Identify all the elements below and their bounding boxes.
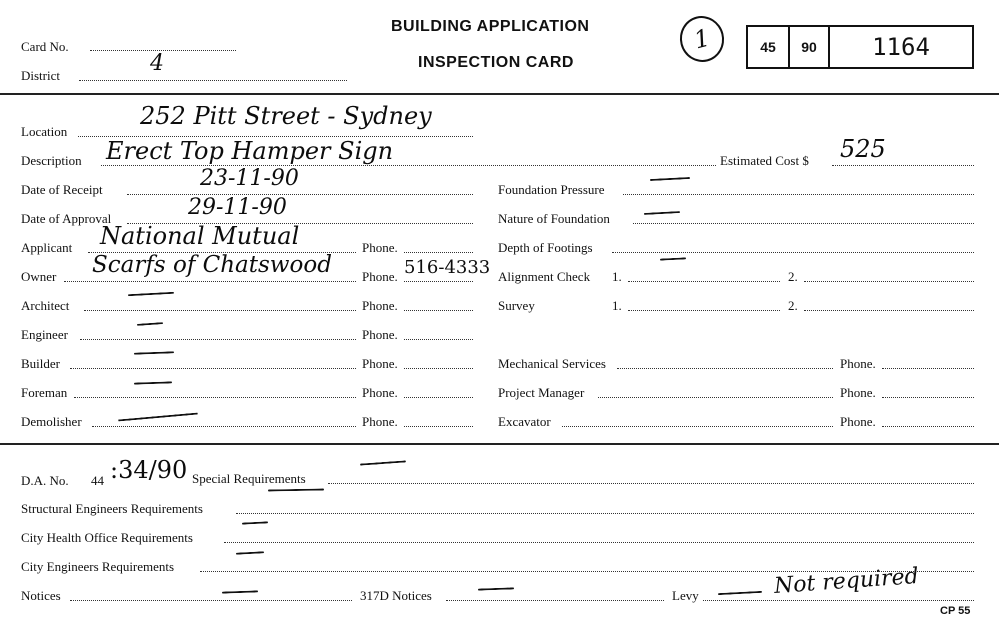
city-health-dots: [224, 542, 974, 543]
project-manager-phone-dots: [882, 397, 974, 398]
survey-num-2: 2.: [788, 298, 798, 313]
survey-label: Survey: [498, 298, 535, 313]
project-manager-dots: [598, 397, 833, 398]
circled-number: 1: [691, 23, 713, 55]
engineer-label: Engineer: [21, 327, 68, 342]
notices-dots: [70, 600, 352, 601]
special-requirements-dots: [328, 483, 974, 484]
date-receipt-label: Date of Receipt: [21, 182, 103, 197]
demolisher-dots: [92, 426, 356, 427]
card-code: CP 55: [940, 605, 971, 617]
builder-dash-mark: [134, 351, 174, 354]
district-dots: [79, 80, 347, 81]
city-health-label: City Health Office Requirements: [21, 530, 193, 545]
mechanical-label: Mechanical Services: [498, 356, 606, 371]
mechanical-phone-label: Phone.: [840, 356, 876, 371]
alignment-check-num-2: 2.: [788, 269, 798, 284]
city-engineers-label: City Engineers Requirements: [21, 559, 175, 574]
description-value: Erect Top Hamper Sign: [106, 137, 394, 165]
location-value: 252 Pitt Street - Sydney: [140, 102, 432, 130]
builder-phone-dots: [404, 368, 473, 369]
district-label: District: [21, 68, 60, 83]
mechanical-dots: [617, 368, 833, 369]
levy-label: Levy: [672, 588, 699, 603]
levy-dash: [718, 591, 762, 595]
foreman-dash-mark: [134, 381, 172, 384]
engineer-phone-dots: [404, 339, 473, 340]
alignment-check-label: Alignment Check: [498, 269, 591, 284]
demolisher-label: Demolisher: [21, 414, 82, 429]
excavator-label: Excavator: [498, 414, 551, 429]
alignment-check-dots-1: [628, 281, 780, 282]
builder-phone-label: Phone.: [362, 356, 398, 371]
applicant-phone-dots: [404, 252, 473, 253]
title-line-1: BUILDING APPLICATION: [391, 18, 590, 35]
foreman-label: Foreman: [21, 385, 68, 400]
owner-value: Scarfs of Chatswood: [92, 252, 332, 278]
circled-number-mark: [675, 11, 729, 66]
excavator-phone-dots: [882, 426, 974, 427]
foundation-pressure-label: Foundation Pressure: [498, 182, 605, 197]
foundation-pressure-dash: [650, 177, 690, 181]
engineer-dash-mark: [137, 322, 163, 326]
survey-num-1: 1.: [612, 298, 622, 313]
builder-label: Builder: [21, 356, 60, 371]
description-dots: [101, 165, 716, 166]
levy-dots: [703, 600, 974, 601]
alignment-check-dots-2: [804, 281, 974, 282]
depth-footings-label: Depth of Footings: [498, 240, 593, 255]
architect-phone-dots: [404, 310, 473, 311]
engineer-phone-label: Phone.: [362, 327, 398, 342]
structural-label: Structural Engineers Requirements: [21, 501, 203, 516]
da-no-value: :34/90: [110, 456, 188, 484]
owner-phone-dots: [404, 281, 473, 282]
owner-dash-mark: [128, 292, 174, 296]
title-line-2: INSPECTION CARD: [418, 54, 574, 71]
engineer-dots: [80, 339, 356, 340]
demolisher-phone-dots: [404, 426, 473, 427]
mechanical-phone-dots: [882, 368, 974, 369]
foundation-pressure-dots: [623, 194, 974, 195]
notices-317d-dash: [478, 587, 514, 590]
foreman-dots: [74, 397, 356, 398]
box-code-1: 45: [748, 27, 790, 67]
builder-dots: [70, 368, 356, 369]
nature-foundation-dots: [633, 223, 974, 224]
owner-dots: [64, 281, 356, 282]
survey-dots-2: [804, 310, 974, 311]
applicant-label: Applicant: [21, 240, 73, 255]
owner-label: Owner: [21, 269, 57, 284]
demolisher-dash-mark: [118, 413, 198, 422]
owner-phone-value: 516-4333: [404, 257, 491, 278]
foreman-phone-label: Phone.: [362, 385, 398, 400]
nature-foundation-label: Nature of Foundation: [498, 211, 610, 226]
alignment-check-num-1: 1.: [612, 269, 622, 284]
architect-dots: [84, 310, 356, 311]
excavator-phone-label: Phone.: [840, 414, 876, 429]
estimated-cost-label: Estimated Cost $: [720, 153, 809, 168]
nature-foundation-dash: [644, 211, 680, 215]
project-manager-label: Project Manager: [498, 385, 585, 400]
middle-divider: [0, 443, 999, 445]
depth-footings-dash: [660, 257, 686, 260]
estimated-cost-dots: [832, 165, 974, 166]
special-requirements-label: Special Requirements: [192, 471, 306, 486]
foreman-phone-dots: [404, 397, 473, 398]
depth-footings-dots: [612, 252, 974, 253]
levy-value: Not required: [773, 563, 920, 600]
notices-label: Notices: [21, 588, 61, 603]
architect-label: Architect: [21, 298, 70, 313]
structural-dots: [236, 513, 974, 514]
date-receipt-value: 23-11-90: [200, 166, 299, 191]
survey-dots-1: [628, 310, 780, 311]
project-manager-phone-label: Phone.: [840, 385, 876, 400]
demolisher-phone-label: Phone.: [362, 414, 398, 429]
notices-dash: [222, 590, 258, 593]
card-number-box: [746, 25, 974, 69]
district-value: 4: [150, 51, 164, 76]
applicant-value: National Mutual: [100, 222, 300, 250]
date-approval-value: 29-11-90: [188, 195, 287, 220]
special-requirements-dash: [360, 460, 406, 465]
description-label: Description: [21, 153, 82, 168]
date-receipt-dots: [127, 194, 473, 195]
city-health-dash: [242, 521, 268, 524]
architect-phone-label: Phone.: [362, 298, 398, 313]
card-no-label: Card No.: [21, 39, 69, 54]
applicant-phone-label: Phone.: [362, 240, 398, 255]
city-engineers-dash: [236, 551, 264, 554]
estimated-cost-value: 525: [840, 135, 886, 163]
da-no-label: D.A. No.: [21, 473, 69, 488]
box-code-2: 90: [790, 27, 830, 67]
date-approval-label: Date of Approval: [21, 211, 112, 226]
location-label: Location: [21, 124, 68, 139]
excavator-dots: [562, 426, 833, 427]
special-requirements-underline: [268, 489, 324, 492]
notices-317d-dots: [446, 600, 664, 601]
box-number: 1164: [872, 33, 930, 61]
notices-317d-label: 317D Notices: [360, 588, 432, 603]
header-divider: [0, 93, 999, 95]
da-no-prefix: 44: [91, 473, 104, 488]
owner-phone-label: Phone.: [362, 269, 398, 284]
